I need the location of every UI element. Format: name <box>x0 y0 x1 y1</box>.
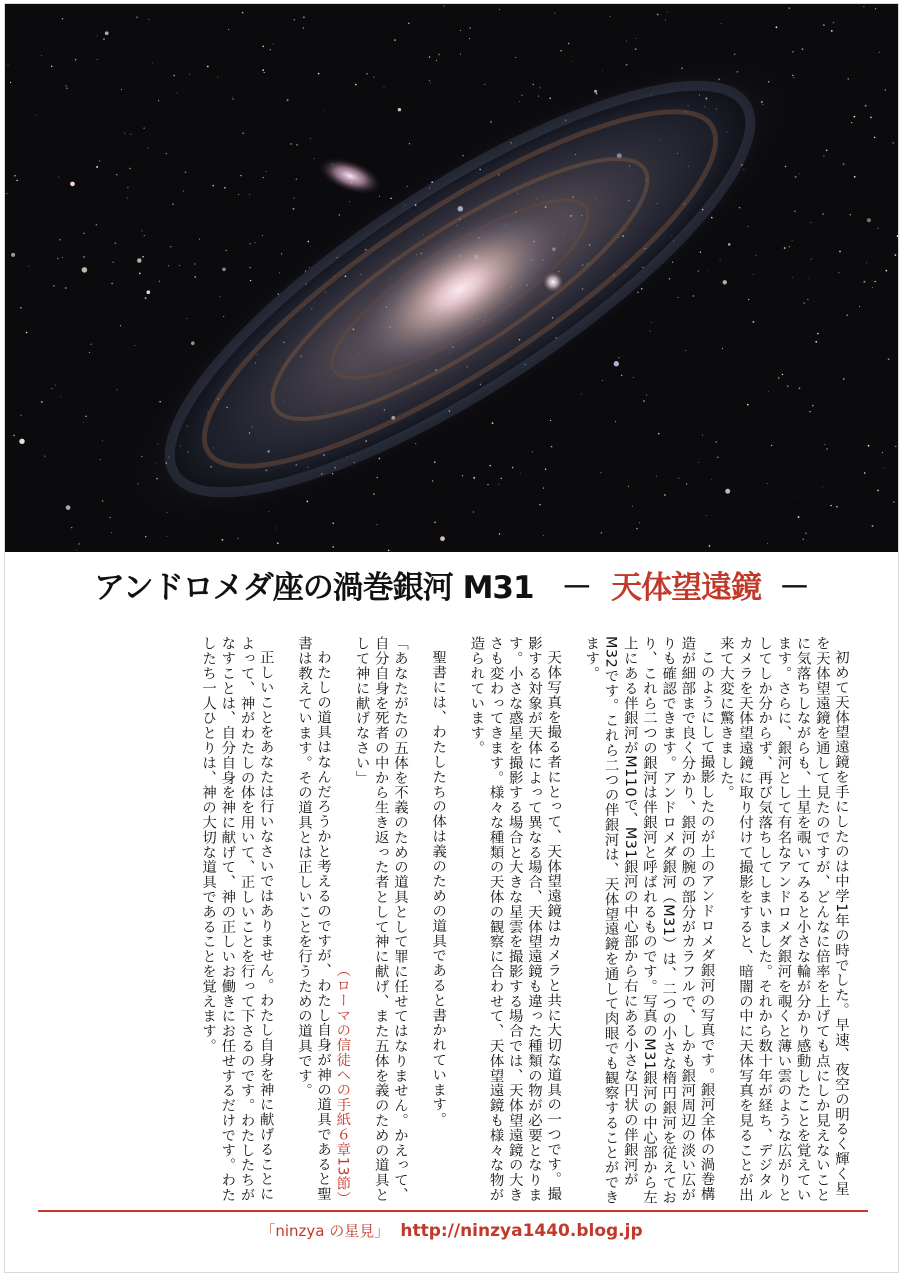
title-dash: － <box>561 570 592 606</box>
paragraph-4: 聖書には、わたしたちの体は義のための道具であると書かれています。 <box>430 650 447 1128</box>
m32-companion <box>541 270 565 294</box>
paragraph-6: 正しいことをあなたは行いなさいではありません。わたし自身を神に献げることによって、神がわたしの体を用いて、正しいことを行って下さるのです。わたしたちがなすことは、自分自身を神に献げて、神の正しいお働きにお任せするだけです。わたしたち一人ひとりは、神の大切な道具であることを覚えます。 <box>200 636 274 1203</box>
page-title <box>0 560 903 616</box>
paragraph-5: わたしの道具はなんだろうかと考えるのですが、わたし自身が神の道具であると聖書は教えています。その道具とは正しいことを行うための道具です。 <box>295 636 332 1202</box>
footer <box>0 1220 903 1241</box>
footer-divider <box>38 1210 868 1212</box>
paragraph-2: このようにして撮影したのが上のアンドロメダ銀河の写真です。銀河全体の渦巻構造が細部まで良く分かり、銀河の腕の部分がカラフルで、しかも銀河周辺の淡い広がりも確認できます。アンドロメダ銀河（M31）は、二つの小さな楕円銀河を従えており、これら二つの銀河は伴銀河と呼ばれるものです。写真のM31銀河の中心部から左上にある伴銀河がM110で、M31銀河の中心部から右にある小さな円状の伴銀河がM32です。これら二つの伴銀河は、天体望遠鏡を通して肉眼でも観察することができます。 <box>583 636 715 1205</box>
title-subtitle: 天体望遠鏡 <box>611 570 762 606</box>
galaxy-image <box>5 4 898 552</box>
title-main: アンドロメダ座の渦巻銀河 M31 <box>94 570 534 606</box>
blog-url-link[interactable]: http://ninzya1440.blog.jp <box>400 1221 643 1241</box>
scripture-quote: 「あなたがたの五体を不義のための道具として罪に任せてはなりません。かえって、自分自身を死者の中から生き返った者として神に献げ、また五体を義のための道具として神に献げなさい」 <box>353 636 408 1203</box>
andromeda-galaxy-photo <box>5 4 898 552</box>
article-body <box>52 636 850 1206</box>
title-dash-end: － <box>778 570 809 606</box>
blog-name: 「ninzya の星見」 <box>260 1222 390 1240</box>
paragraph-1: 初めて天体望遠鏡を手にしたのは中学1年の時でした。早速、夜空の明るく輝く星を天体望遠鏡を通して見たのですが、どんなに倍率を上げても点にしか見えないことに気落ちしながらも、土星を覗いてみると小さな輪が分かり感動したことを覚えています。さらに、銀河として有名なアンドロメダ銀河を覗くと薄い雲のような広がりとしてしか分からず、再び気落ちしてしまいました。それから数十年が経ち、デジタルカメラを天体望遠鏡に取り付けて撮影をすると、暗闇の中に天体写真を見ることが出来て大変に驚きました。 <box>717 636 849 1203</box>
scripture-citation: （ローマの信徒への手紙６章13節） <box>334 963 351 1206</box>
paragraph-3: 天体写真を撮る者にとって、天体望遠鏡はカメラと共に大切な道具の一つです。撮影する対象が天体によって異なる場合、天体望遠鏡も違った種類の物が必要となります。小さな惑星を撮影する場合と大きな星雲を撮影する場合では、天体望遠鏡の大きさも変わってきます。様々な種類の天体の観察に合わせて、天体望遠鏡も様々な物が造られています。 <box>468 636 562 1203</box>
